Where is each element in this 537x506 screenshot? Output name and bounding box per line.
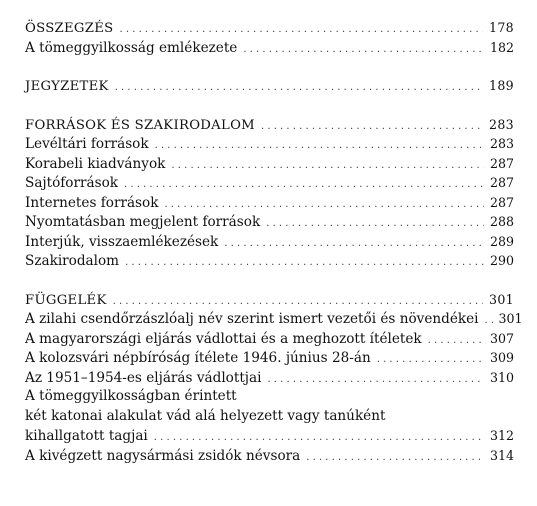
toc-section-forrasok [25,115,513,271]
toc-entry-title: Nyomtatásban megjelent források [25,214,261,230]
toc-entry[interactable] [25,173,514,193]
dot-leader [224,234,484,254]
toc-entry-title: kihallgatott tagjai [25,428,148,444]
toc-entry-title: Internetes források [25,194,159,211]
dot-leader [115,78,483,98]
toc-entry-multiline[interactable] [25,387,514,446]
toc-page-number: 287 [489,194,514,210]
toc-page-number: 312 [489,428,514,443]
toc-page-number: 309 [489,350,514,365]
toc-entry-title: A kivégzett nagysármási zsidók névsora [25,447,301,464]
toc-entry-title: Levéltári források [25,136,149,152]
toc-page-number: 287 [489,175,514,190]
toc-page-number: 289 [489,233,514,249]
dot-leader [120,20,484,40]
dot-leader [125,253,484,273]
toc-page-number: 314 [489,447,514,463]
toc-heading-title: JEGYZETEK [25,79,109,94]
toc-entry-title: Szakirodalom [25,253,120,269]
dot-leader [243,40,484,60]
toc-entry[interactable] [25,329,514,349]
toc-page-number: 178 [489,20,514,35]
toc-entry-title: Korabeli kiadványok [25,155,166,172]
dot-leader [266,214,484,234]
toc-entry[interactable] [25,348,514,368]
toc-heading-title: FORRÁSOK ÉS SZAKIRODALOM [25,117,255,133]
toc-section-osszegzes [25,18,513,57]
toc-entry[interactable] [25,232,514,252]
toc-page-number: 287 [489,155,514,171]
toc-entry-title: Sajtóforrások [25,175,118,191]
toc-page-number: 301 [489,291,514,307]
toc-entry[interactable] [25,309,523,329]
toc-entry-title: A zilahi csendőrzászlóalj név szerint ismert vezetői és növendékei [25,311,479,327]
dot-leader [113,292,483,312]
toc-entry[interactable] [25,154,514,174]
toc-entry[interactable] [25,38,514,58]
toc-entry-title: Az 1951–1954-es eljárás vádlottjai [25,369,262,386]
toc-page-number: 283 [489,136,514,151]
toc-page-number: 307 [489,330,514,346]
toc-heading[interactable] [25,290,514,310]
dot-leader [377,350,484,370]
dot-leader [154,428,484,448]
toc-heading-title: ÖSSZEGZÉS [25,21,114,36]
dot-leader [164,195,484,215]
toc-heading-title: FÜGGELÉK [25,292,107,308]
toc-page-number: 301 [498,311,523,326]
dot-leader [267,370,484,390]
toc-entry-line: A tömeggyilkosságban érintett [25,388,237,404]
toc-section-fuggelek [25,290,523,466]
toc-entry[interactable] [25,446,514,466]
toc-page-number: 310 [489,369,514,385]
toc-page-number: 290 [489,253,514,268]
toc-entry-title: Interjúk, visszaemlékezések [25,233,219,250]
toc-entry[interactable] [25,134,514,154]
toc-entry[interactable] [25,251,514,271]
dot-leader [124,175,484,195]
dot-leader [428,331,484,351]
toc-page-number: 288 [489,214,514,229]
toc-entry[interactable] [25,212,514,232]
dot-leader [306,448,484,468]
toc-entry-title: A magyarországi eljárás vádlottai és a meghozott ítéletek [25,330,422,347]
toc-entry-title: A tömeggyilkosság emlékezete [25,39,238,56]
toc-heading[interactable] [25,18,514,38]
toc-entry[interactable] [25,368,514,388]
dot-leader [155,136,484,156]
toc-page-number: 283 [489,116,514,132]
toc-entry[interactable] [25,193,514,213]
dot-leader [171,156,484,176]
toc-page-number: 189 [489,78,514,93]
toc-section-jegyzetek [25,76,513,96]
toc-entry-title: A kolozsvári népbíróság ítélete 1946. június 28-án [25,350,371,366]
toc-entry-last-line [25,426,514,446]
toc-heading[interactable] [25,115,514,135]
toc-heading[interactable] [25,76,514,96]
toc-page-number: 182 [489,39,514,55]
dot-leader [261,117,483,137]
toc-entry-line: két katonai alakulat vád alá helyezett vagy tanúként [25,407,386,424]
